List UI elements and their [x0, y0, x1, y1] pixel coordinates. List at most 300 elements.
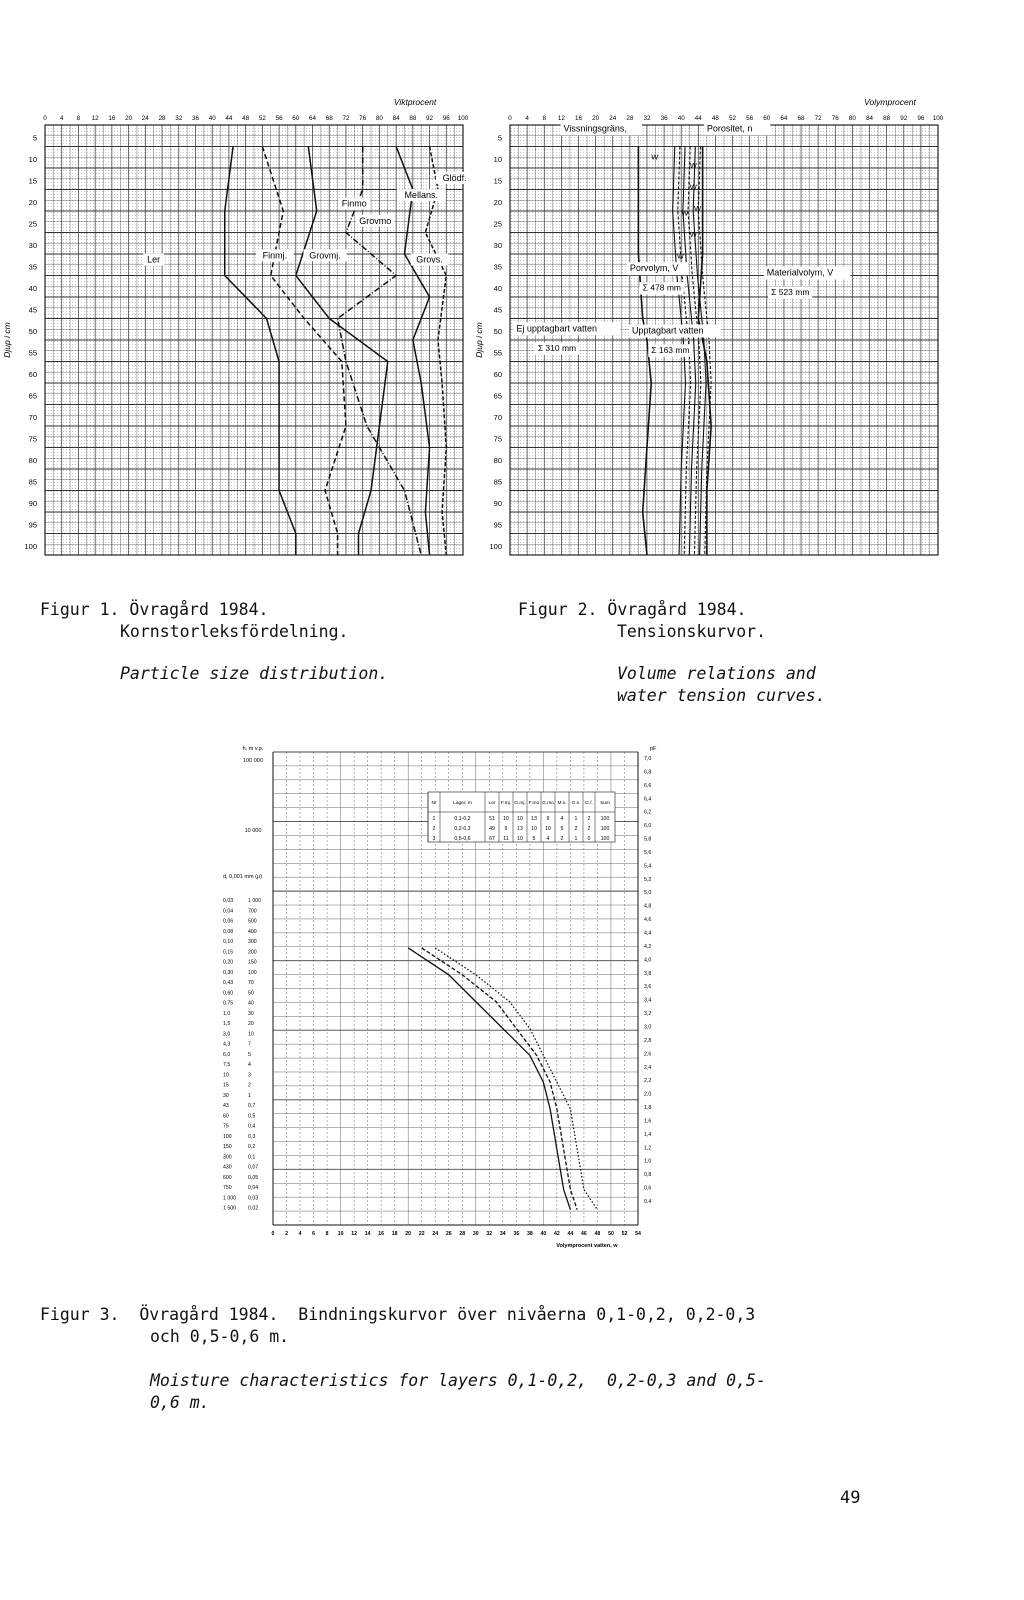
- suction-tick-label: 0,07: [248, 1164, 259, 1171]
- suction-tick-label: 0,7: [248, 1103, 256, 1110]
- water-content-marker: W: [689, 161, 697, 170]
- pore-diameter-tick: 1,5: [223, 1021, 231, 1028]
- volume-relations-chart: [474, 95, 948, 565]
- table-header-cell: F.mj.: [500, 801, 512, 806]
- table-header-cell: F.mo: [528, 801, 540, 806]
- x-tick-label: 36: [660, 115, 668, 122]
- suction-tick-label: 0,03: [248, 1195, 259, 1202]
- pf-tick-label: 2,4: [644, 1064, 652, 1071]
- material-volume-label: Materialvolym, V: [766, 267, 834, 278]
- y-axis-title: Djup i cm: [2, 322, 12, 358]
- y-tick-label: 75: [493, 434, 502, 444]
- y-tick-label: 50: [493, 327, 502, 336]
- table-header-cell: G.f.: [585, 801, 593, 806]
- y-tick-label: 25: [493, 219, 502, 229]
- curve-label: Grovs.: [416, 254, 443, 265]
- table-cell: 0: [587, 836, 591, 842]
- y-tick-label: 5: [32, 133, 37, 143]
- table-cell: 0,1-0,2: [454, 816, 471, 822]
- suction-tick-label: 700: [248, 908, 257, 915]
- x-tick-label: 4: [298, 1231, 302, 1237]
- pore-diameter-tick: 0,10: [223, 939, 234, 946]
- suction-tick-label: 0,4: [248, 1123, 256, 1130]
- pore-diameter-tick: 60: [223, 1113, 229, 1120]
- porosity-label: Porositet, n: [706, 123, 753, 134]
- y-tick-label: 75: [28, 434, 37, 444]
- table-cell: 3: [432, 836, 436, 842]
- pore-diameter-tick: 0,20: [223, 959, 234, 966]
- x-tick-label: 20: [125, 115, 133, 122]
- x-tick-label: 40: [208, 115, 216, 122]
- moisture-characteristics-chart: [218, 740, 688, 1270]
- page-number: 49: [840, 1488, 861, 1508]
- x-tick-label: 38: [526, 1231, 533, 1237]
- y-tick-label: 90: [28, 499, 37, 508]
- x-tick-label: 24: [432, 1231, 439, 1237]
- pore-diameter-axis-title: d, 0,001 mm (μ): [223, 874, 262, 880]
- table-cell: 2: [560, 836, 564, 842]
- curve-label: Grovmj.: [309, 250, 341, 261]
- pf-tick-label: 2,2: [644, 1078, 652, 1085]
- x-tick-label: 30: [472, 1231, 479, 1237]
- pf-tick-label: 6,0: [644, 823, 652, 830]
- x-tick-label: 60: [763, 115, 771, 122]
- x-tick-label: 40: [677, 115, 685, 122]
- pore-diameter-tick: 0,60: [223, 990, 234, 997]
- fig1-caption-english: Particle size distribution.: [120, 664, 389, 683]
- pore-diameter-tick: 43: [223, 1103, 229, 1110]
- table-header-cell: Ler: [488, 801, 496, 806]
- fig3-caption-title: Figur 3. Övragård 1984. Bindningskurvor över nivåerna 0,1-0,2, 0,2-0,3: [40, 1305, 756, 1324]
- moisture-curve: [422, 948, 577, 1210]
- table-header-cell: G.mo: [542, 801, 554, 806]
- pore-diameter-tick: 4,3: [223, 1041, 231, 1048]
- x-tick-label: 36: [191, 115, 199, 122]
- x-tick-label: 36: [513, 1231, 520, 1237]
- x-tick-label: 50: [608, 1231, 614, 1237]
- pf-tick-label: 4,2: [644, 943, 652, 950]
- table-cell: 10: [531, 826, 537, 832]
- water-content-marker: W: [694, 204, 702, 213]
- x-tick-label: 44: [694, 115, 702, 122]
- suction-tick-label: 100: [248, 969, 257, 976]
- pf-tick-label: 5,4: [644, 863, 652, 870]
- y-tick-label: 85: [28, 477, 37, 487]
- pore-diameter-tick: 0,75: [223, 1000, 234, 1007]
- pf-tick-label: 4,6: [644, 917, 652, 924]
- pf-tick-label: 4,0: [644, 957, 652, 964]
- x-tick-label: 0: [508, 115, 512, 122]
- table-cell: 10: [503, 816, 509, 822]
- pore-diameter-tick: 3,0: [223, 1031, 231, 1038]
- suction-tick-label: 20: [248, 1021, 254, 1028]
- suction-tick-label: 40: [248, 1000, 254, 1007]
- y-tick-label: 80: [493, 456, 502, 465]
- table-cell: 10: [545, 826, 551, 832]
- x-tick-label: 26: [445, 1231, 452, 1237]
- pf-tick-label: 2,0: [644, 1091, 652, 1098]
- x-tick-label: 92: [900, 115, 908, 122]
- pore-diameter-tick: 0,15: [223, 949, 234, 956]
- x-tick-label: 4: [525, 115, 529, 122]
- x-tick-label: 76: [359, 115, 367, 122]
- pore-diameter-tick: 0,43: [223, 980, 234, 987]
- y-tick-label: 20: [28, 198, 37, 207]
- curve-label: Grovmo: [359, 215, 392, 226]
- x-tick-label: 56: [746, 115, 754, 122]
- available-water-label: Upptagbart vatten: [631, 325, 704, 336]
- x-tick-label: 84: [392, 115, 400, 122]
- table-cell: 0,2-0,3: [454, 826, 471, 832]
- table-cell: 51: [489, 816, 495, 822]
- pf-tick-label: 4,4: [644, 930, 652, 937]
- x-tick-label: 56: [275, 115, 283, 122]
- x-tick-label: 0: [271, 1231, 275, 1237]
- pore-volume-sum: Σ 478 mm: [642, 282, 682, 293]
- x-axis-title: Volymprocent vatten, w: [556, 1243, 618, 1249]
- pf-tick-label: 7,0: [644, 756, 652, 762]
- curve-label: Glödf.: [442, 172, 467, 183]
- y-tick-label: 45: [28, 305, 37, 315]
- x-tick-label: 6: [312, 1231, 316, 1237]
- y-tick-label: 80: [28, 456, 37, 465]
- pf-tick-label: 0,6: [644, 1185, 652, 1192]
- pore-volume-label: Porvolym, V: [629, 263, 679, 274]
- y-tick-label: 30: [493, 241, 502, 250]
- suction-tick-label: 500: [248, 918, 257, 925]
- pf-tick-label: 3,6: [644, 984, 652, 991]
- x-tick-label: 68: [797, 115, 805, 122]
- x-tick-label: 60: [292, 115, 300, 122]
- table-header-cell: Lager, m: [453, 801, 472, 806]
- y-tick-label: 15: [493, 176, 502, 186]
- x-tick-label: 12: [91, 115, 99, 122]
- table-cell: 10: [517, 816, 523, 822]
- suction-tick-label: 10: [248, 1031, 254, 1038]
- figure-2: [474, 95, 948, 565]
- x-tick-label: 28: [626, 115, 634, 122]
- table-cell: 100: [600, 816, 610, 822]
- y-axis-title: Djup i cm: [474, 322, 484, 358]
- x-tick-label: 52: [621, 1231, 628, 1237]
- water-content-marker: W: [651, 152, 659, 162]
- x-tick-label: 20: [592, 115, 600, 122]
- table-cell: 5: [560, 826, 564, 832]
- table-cell: 100: [600, 826, 610, 832]
- y-tick-label: 100: [489, 542, 502, 551]
- x-tick-label: 32: [643, 115, 651, 122]
- table-cell: 9: [546, 816, 550, 822]
- x-tick-label: 24: [141, 115, 149, 122]
- pore-diameter-tick: 0,30: [223, 969, 234, 976]
- x-tick-label: 8: [325, 1231, 329, 1237]
- table-cell: 1: [574, 816, 578, 822]
- pore-diameter-tick: 600: [223, 1174, 232, 1181]
- pore-diameter-tick: 430: [223, 1164, 232, 1171]
- suction-tick-label: 300: [248, 939, 257, 946]
- suction-tick-label: 0,02: [248, 1205, 259, 1212]
- x-tick-label: 40: [540, 1231, 547, 1237]
- pore-diameter-tick: 100: [223, 1133, 232, 1140]
- figure-1: [0, 95, 475, 565]
- suction-tick-label: 4: [248, 1062, 251, 1069]
- figure-3: [218, 740, 688, 1270]
- x-tick-label: 34: [499, 1231, 506, 1237]
- y-tick-label: 65: [493, 391, 502, 401]
- x-tick-label: 96: [442, 115, 450, 122]
- x-tick-label: 8: [76, 115, 81, 122]
- y-tick-label: 35: [28, 262, 37, 272]
- fig1-caption-title: Figur 1. Övragård 1984.: [40, 600, 269, 619]
- fig3-caption-english-1: Moisture characteristics for layers 0,1-0,2, 0,2-0,3 and 0,5-: [150, 1371, 766, 1390]
- suction-tick-label: 5: [248, 1051, 251, 1058]
- suction-tick-label: 3: [248, 1072, 251, 1079]
- pore-diameter-tick: 30: [223, 1092, 229, 1099]
- x-tick-label: 32: [175, 115, 183, 122]
- y-tick-label: 60: [28, 370, 37, 379]
- suction-tick-label: 100 000: [243, 758, 263, 764]
- x-tick-label: 68: [325, 115, 333, 122]
- table-cell: 1: [432, 816, 436, 822]
- curve-label: Finmo: [341, 198, 367, 209]
- material-volume-sum: Σ 523 mm: [771, 286, 810, 297]
- y-tick-label: 35: [493, 262, 502, 272]
- suction-tick-label: 150: [248, 959, 257, 966]
- wilting-point-label: Vissningsgräns,: [563, 123, 627, 134]
- y-tick-label: 90: [493, 499, 502, 508]
- suction-tick-label: 1 000: [248, 898, 261, 904]
- unavailable-water-label: Ej upptagbart vatten: [516, 323, 597, 334]
- pf-tick-label: 1,6: [644, 1118, 652, 1125]
- suction-tick-label: 0,2: [248, 1144, 256, 1151]
- pore-diameter-tick: 7,5: [223, 1062, 231, 1069]
- x-tick-label: 18: [391, 1231, 398, 1237]
- pf-tick-label: 3,0: [644, 1024, 652, 1031]
- y-tick-label: 10: [28, 155, 37, 164]
- pf-tick-label: 0,4: [644, 1199, 652, 1205]
- x-tick-label: 28: [459, 1231, 466, 1237]
- pf-tick-label: 1,4: [644, 1131, 652, 1138]
- pf-tick-label: 6,4: [644, 796, 652, 803]
- suction-tick-label: 1: [248, 1092, 251, 1099]
- fig2-caption-title: Figur 2. Övragård 1984.: [518, 600, 747, 619]
- x-tick-label: 100: [457, 115, 469, 122]
- suction-tick-label: 0,1: [248, 1154, 256, 1161]
- table-cell: 4: [546, 836, 550, 842]
- curve-label: Ler: [147, 254, 161, 265]
- suction-tick-label: 2: [248, 1082, 251, 1089]
- pf-tick-label: 3,2: [644, 1011, 652, 1018]
- x-tick-label: 96: [917, 115, 925, 122]
- x-tick-label: 52: [729, 115, 737, 122]
- x-tick-label: 92: [426, 115, 434, 122]
- x-tick-label: 44: [567, 1231, 574, 1237]
- pore-diameter-tick: 1,0: [223, 1010, 231, 1017]
- suction-tick-label: 0,3: [248, 1133, 256, 1140]
- table-cell: 0,5-0,6: [454, 836, 471, 842]
- table-cell: 9: [504, 826, 508, 832]
- pore-diameter-tick: 75: [223, 1123, 229, 1130]
- table-cell: 100: [600, 836, 610, 842]
- suction-tick-label: 0,04: [248, 1185, 259, 1192]
- fig3-caption-subtitle: och 0,5-0,6 m.: [150, 1327, 290, 1346]
- x-tick-label: 12: [351, 1231, 358, 1237]
- table-cell: 13: [517, 826, 523, 832]
- x-tick-label: 64: [780, 115, 788, 122]
- pf-axis-title: pF: [650, 746, 657, 752]
- y-tick-label: 60: [493, 370, 502, 379]
- y-tick-label: 30: [28, 241, 37, 250]
- moisture-curve: [408, 948, 570, 1210]
- available-water-sum: Σ 163 mm: [651, 344, 690, 355]
- pf-tick-label: 1,8: [644, 1105, 652, 1112]
- suction-tick-label: 30: [248, 1010, 254, 1017]
- pf-tick-label: 1,0: [644, 1158, 652, 1165]
- pore-diameter-tick: 0,04: [223, 908, 234, 915]
- pore-diameter-tick: 0,08: [223, 928, 234, 935]
- x-tick-label: 48: [594, 1231, 601, 1237]
- table-cell: 11: [503, 836, 509, 842]
- x-tick-label: 10: [337, 1231, 344, 1237]
- y-tick-label: 70: [493, 413, 502, 422]
- x-tick-label: 44: [225, 115, 233, 122]
- y-tick-label: 20: [493, 198, 502, 207]
- x-tick-label: 64: [309, 115, 317, 122]
- water-content-marker: W: [689, 229, 697, 239]
- table-header-cell: Sum: [600, 801, 610, 806]
- x-tick-label: 28: [158, 115, 166, 122]
- y-tick-label: 70: [28, 413, 37, 422]
- pore-diameter-tick: 6,0: [223, 1051, 231, 1058]
- fig3-caption-english-2: 0,6 m.: [150, 1393, 210, 1412]
- pore-diameter-tick: 10: [223, 1072, 229, 1079]
- table-cell: 13: [531, 816, 537, 822]
- table-cell: 5: [532, 836, 536, 842]
- y-tick-label: 85: [493, 477, 502, 487]
- pore-diameter-tick: 1 500: [223, 1205, 236, 1212]
- pore-diameter-tick: 0,06: [223, 918, 234, 925]
- fig1-caption-subtitle: Kornstorleksfördelning.: [120, 622, 349, 641]
- x-tick-label: 88: [883, 115, 891, 122]
- y-tick-label: 65: [28, 391, 37, 401]
- y-tick-label: 100: [24, 542, 37, 551]
- x-tick-label: 54: [635, 1231, 641, 1237]
- table-cell: 67: [489, 836, 495, 842]
- suction-tick-label: 50: [248, 990, 254, 997]
- x-tick-label: 52: [258, 115, 266, 122]
- x-tick-label: 80: [375, 115, 383, 122]
- y-tick-label: 95: [493, 520, 502, 530]
- y-tick-label: 40: [493, 284, 502, 293]
- table-cell: 2: [587, 816, 591, 822]
- suction-tick-label: 400: [248, 928, 257, 935]
- table-header-cell: M.s.: [557, 801, 567, 806]
- table-cell: 2: [432, 826, 436, 832]
- curve-label: Mellans.: [404, 190, 438, 201]
- pore-diameter-tick: 300: [223, 1154, 232, 1161]
- x-tick-label: 16: [574, 115, 582, 122]
- pf-tick-label: 0,8: [644, 1172, 652, 1179]
- x-tick-label: 8: [542, 115, 546, 122]
- water-content-marker: W: [676, 251, 685, 261]
- y-tick-label: 10: [493, 155, 502, 164]
- curve-label: Finmj.: [262, 250, 288, 261]
- pf-tick-label: 6,2: [644, 809, 652, 816]
- pore-diameter-tick: 0,03: [223, 898, 234, 904]
- x-tick-label: 72: [342, 115, 350, 122]
- pf-tick-label: 2,6: [644, 1051, 652, 1058]
- pf-tick-label: 2,8: [644, 1037, 652, 1044]
- y-tick-label: 40: [28, 284, 37, 293]
- y-tick-label: 50: [28, 327, 37, 336]
- x-tick-label: 16: [378, 1231, 385, 1237]
- suction-tick-label: 0,5: [248, 1113, 256, 1120]
- table-cell: 4: [560, 816, 564, 822]
- top-axis-title: Viktprocent: [393, 97, 437, 107]
- x-tick-label: 84: [866, 115, 874, 122]
- fig2-caption-subtitle: Tensionskurvor.: [617, 622, 767, 641]
- pore-diameter-tick: 150: [223, 1144, 232, 1151]
- table-cell: 10: [517, 836, 523, 842]
- table-header-cell: G.mj.: [514, 801, 526, 806]
- suction-tick-label: 200: [248, 949, 257, 956]
- top-axis-title: Volymprocent: [864, 97, 916, 107]
- y-tick-label: 25: [28, 219, 37, 229]
- pf-tick-label: 6,8: [644, 769, 652, 776]
- x-tick-label: 46: [581, 1231, 587, 1237]
- suction-tick-label: 7: [248, 1041, 251, 1048]
- x-tick-label: 80: [848, 115, 856, 122]
- y-tick-label: 55: [28, 348, 37, 358]
- pf-tick-label: 4,8: [644, 903, 652, 910]
- water-content-marker: W: [681, 208, 689, 218]
- x-tick-label: 0: [43, 115, 47, 122]
- pf-tick-label: 6,6: [644, 782, 652, 789]
- y-tick-label: 15: [28, 176, 37, 186]
- pf-tick-label: 1,2: [644, 1145, 652, 1152]
- suction-tick-label: 70: [248, 980, 254, 987]
- x-tick-label: 100: [932, 115, 944, 122]
- pore-diameter-tick: 15: [223, 1082, 229, 1089]
- y-tick-label: 5: [497, 133, 502, 143]
- table-cell: 1: [574, 836, 578, 842]
- moisture-curve: [435, 948, 597, 1210]
- x-tick-label: 76: [831, 115, 839, 122]
- y-tick-label: 95: [28, 520, 37, 530]
- pf-tick-label: 3,4: [644, 997, 652, 1004]
- x-tick-label: 12: [557, 115, 565, 122]
- x-tick-label: 42: [553, 1231, 560, 1237]
- table-cell: 2: [574, 826, 578, 832]
- water-content-marker: W: [689, 182, 697, 192]
- unavailable-water-sum: Σ 310 mm: [537, 342, 577, 353]
- table-cell: 2: [587, 826, 591, 832]
- suction-tick-label: 0,05: [248, 1174, 259, 1181]
- fig2-caption-english-1: Volume relations and: [617, 664, 816, 683]
- x-tick-label: 16: [108, 115, 116, 122]
- pf-tick-label: 5,8: [644, 836, 652, 843]
- particle-size-chart: [0, 95, 475, 565]
- x-tick-label: 4: [59, 115, 64, 122]
- x-tick-label: 48: [711, 115, 719, 122]
- pf-tick-label: 5,0: [644, 890, 652, 897]
- pf-tick-label: 5,6: [644, 849, 652, 856]
- suction-axis-title: h, m v.p.: [242, 746, 264, 752]
- y-tick-label: 55: [493, 348, 502, 358]
- x-tick-label: 24: [609, 115, 617, 122]
- table-header-cell: Nr: [431, 801, 437, 806]
- table-cell: 49: [489, 826, 495, 832]
